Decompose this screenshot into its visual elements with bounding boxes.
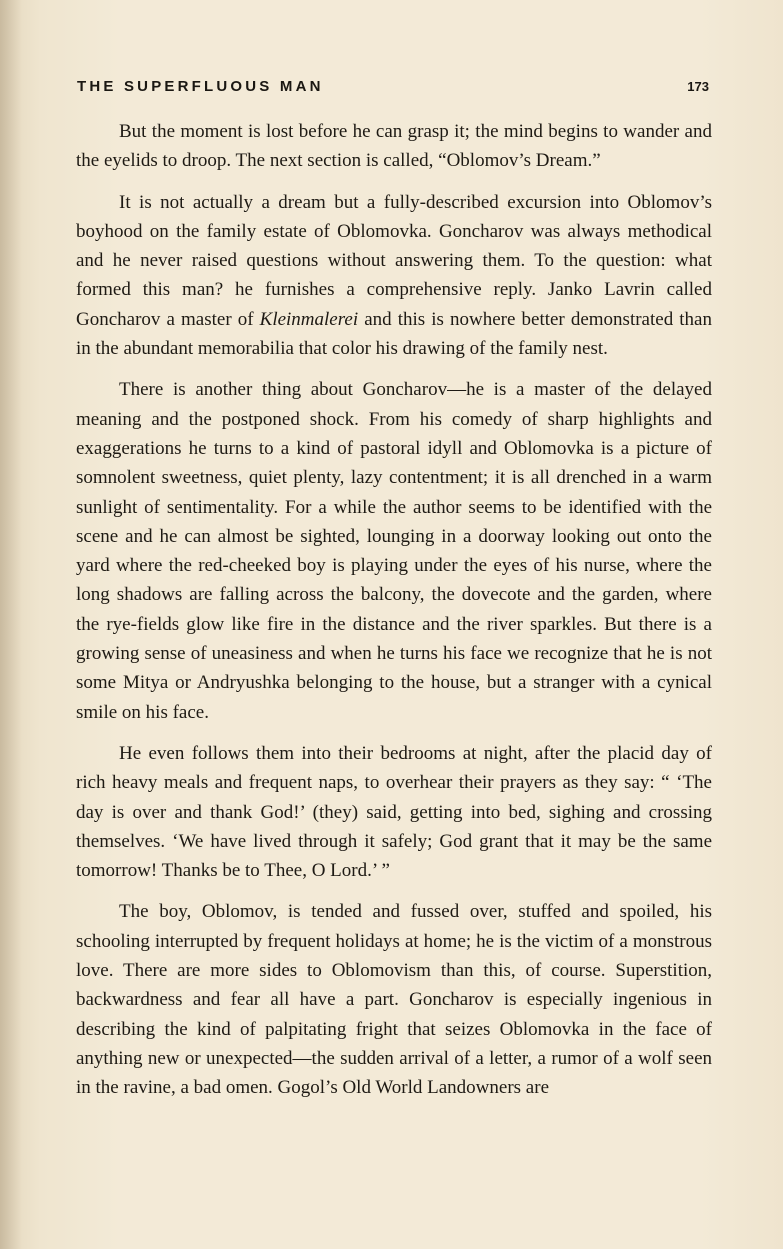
running-title: THE SUPERFLUOUS MAN (77, 78, 324, 95)
running-head (77, 78, 709, 100)
paragraph-3: There is another thing about Goncharov—he is a master of the delayed meaning and the postponed shock. From his comedy of sharp highlights and exaggerations he turns to a kind of pastoral idyll and Oblomovka is a picture of somnolent sweetness, quiet plenty, lazy contentment; it is all drenched in a warm sunlight of sentimentality. For a while the author seems to be identified with the scene and he can almost be sighted, lounging in a doorway looking out onto the yard where the red-cheeked boy is playing under the eyes of his nurse, where the long shadows are falling across the balcony, the dovecote and the garden, where the rye-fields glow like fire in the distance and the river sparkles. But there is a growing sense of uneasiness and when he turns his face we recognize that he is not some Mitya or Andryushka belonging to the house, but a stranger with a cynical smile on his face. (76, 379, 712, 723)
body-text (76, 117, 712, 1115)
paragraph-4: He even follows them into their bedrooms at night, after the placid day of rich heavy meals and frequent naps, to overhear their prayers as they say: “ ‘The day is over and thank God!’ (they) said, getting into bed, sighing and crossing themselves. ‘We have lived through it safely; God grant that it may be the same tomorrow! Thanks be to Thee, O Lord.’ ” (76, 742, 712, 882)
paragraph-5: The boy, Oblomov, is tended and fussed over, stuffed and spoiled, his schooling interrupted by frequent holidays at home; he is the victim of a monstrous love. There are more sides to Oblomovism than this, of course. Superstition, backwardness and fear all have a part. Goncharov is especially ingenious in describing the kind of palpitating fright that seizes Oblomovka in the face of anything new or unexpected—the sudden arrival of a letter, a rumor of a wolf seen in the ravine, a bad omen. Gogol’s Old World Landowners are (76, 901, 712, 1099)
paragraph-1: But the moment is lost before he can grasp it; the mind begins to wander and the eyelids to droop. The next section is called, “Oblomov’s Dream.” (76, 121, 712, 172)
italic-term: Kleinmalerei (259, 308, 359, 330)
gutter-shadow (0, 0, 22, 1249)
paragraph-2: It is not actually a dream but a fully-described excursion into Oblomov’s boyhood on the family estate of Oblomovka. Goncharov was always methodical and he never raised questions without answering them. To the question: what formed this man? he furnishes a comprehensive reply. Janko Lavrin called Goncharov a master of Kleinmalerei and this is nowhere better demonstrated than in the abundant memorabilia that color his drawing of the family nest. (76, 191, 712, 360)
page-number: 173 (687, 79, 709, 94)
